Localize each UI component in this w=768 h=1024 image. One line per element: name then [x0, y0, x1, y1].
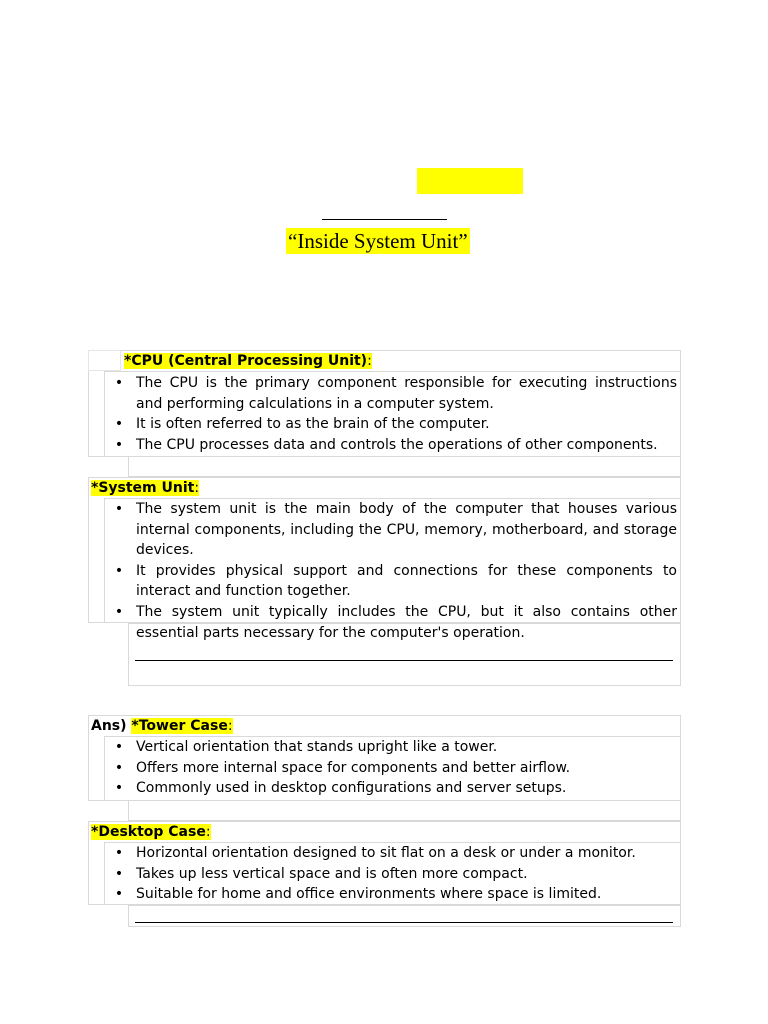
system-heading-label: *System Unit — [91, 480, 195, 496]
list-item: • Offers more internal space for components and better airflow. — [114, 759, 571, 776]
list-item: • The CPU processes data and controls the operations of other components. — [114, 436, 658, 453]
list-item: • Suitable for home and office environments where space is limited. — [114, 886, 602, 903]
list-item: • The system unit typically includes the CPU, but it also contains other essential parts necessary for the computer's operation. — [114, 603, 677, 641]
list-item: • Takes up less vertical space and is often more compact. — [114, 865, 528, 882]
desktop-bullet-list — [114, 843, 677, 905]
desktop-heading-colon: : — [205, 824, 211, 840]
answer-line — [135, 660, 673, 661]
tower-spacer-row — [128, 800, 681, 821]
ans-prefix: Ans) — [91, 718, 132, 734]
answer-line-2 — [135, 922, 673, 923]
cpu-bullet-list — [114, 373, 677, 455]
list-item: • It is often referred to as the brain of the computer. — [114, 416, 490, 433]
cpu-heading-spacer — [88, 350, 121, 371]
list-item: • Vertical orientation that stands upright like a tower. — [114, 739, 498, 755]
desktop-heading-label: *Desktop Case — [91, 824, 206, 840]
answer-box-2 — [128, 905, 681, 927]
cpu-heading-colon: : — [367, 353, 372, 369]
list-item: • Horizontal orientation designed to sit flat on a desk or under a monitor. — [114, 845, 636, 861]
list-item: • The CPU is the primary component responsible for executing instructions and performing calculations in a computer system. — [114, 375, 677, 412]
system-bullet-list — [114, 499, 677, 643]
system-heading-colon: : — [194, 480, 200, 496]
cpu-heading-label: *CPU (Central Processing Unit) — [124, 353, 368, 369]
list-item: • It provides physical support and connections for these components to interact and function together. — [114, 562, 677, 600]
tower-heading-colon: : — [227, 718, 233, 734]
highlight-block — [417, 168, 523, 194]
list-item: • Commonly used in desktop configurations and server setups. — [114, 780, 567, 797]
system-heading — [91, 478, 199, 498]
answer-box — [128, 623, 681, 686]
cpu-spacer-row — [128, 456, 681, 477]
tower-heading — [91, 716, 233, 736]
tower-bullet-list — [114, 737, 677, 799]
list-item: • The system unit is the main body of the computer that houses various internal components, including the CPU, memory, motherboard, and storage devices. — [114, 501, 677, 559]
cpu-heading — [124, 351, 372, 371]
desktop-heading — [91, 822, 211, 842]
tower-heading-label: *Tower Case — [131, 718, 228, 734]
page-title: “Inside System Unit” — [288, 229, 468, 253]
title-rule — [322, 219, 447, 220]
